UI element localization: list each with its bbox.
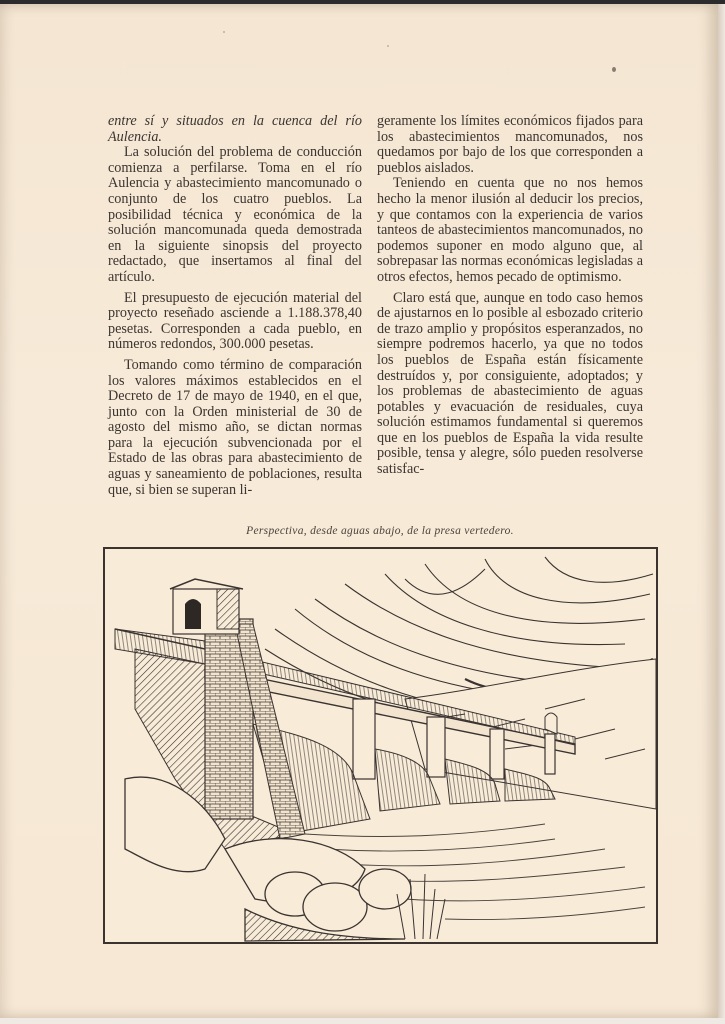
page-edge-shadow xyxy=(718,4,725,1018)
paper-speck xyxy=(223,31,225,33)
foreground-rocks xyxy=(125,777,411,941)
paragraph: La solución del problema de conducción comienza a perfilarse. Toma en el río Aulencia y abastecimiento mancomunado o conjunto de los cuatro pueblos. La posibilidad técnica y económica de la solución mancomunada queda demostrada en la siguiente sinopsis del proyecto redactado, que insertamos al final del artículo. xyxy=(108,144,362,285)
scan-bottom-border xyxy=(0,1018,725,1024)
dam-illustration xyxy=(103,547,658,944)
paragraph: Claro está que, aunque en todo caso hemos de ajustarnos en lo posible al esbozado criterio de trazo amplio y propósitos esperanzados, no siempre podremos hacerlo, ya que no todos los pueblos de España están físicamente destruídos y, por consiguiente, adoptados; y los problemas de abastecimiento de aguas potables y evacuación de residuales, cuya solución estimamos fundamental si queremos que en los pueblos de España la vida resulte posible, tensa y alegre, sólo pueden resolverse satisfac- xyxy=(377,289,643,478)
paragraph: entre sí y situados en la cuenca del río Aulencia. xyxy=(108,113,362,145)
figure-caption: Perspectiva, desde aguas abajo, de la presa vertedero. xyxy=(246,525,514,537)
paper-speck xyxy=(612,67,616,72)
text-column-left xyxy=(108,114,362,498)
paper-speck xyxy=(387,45,389,47)
paragraph: geramente los límites económicos fijados para los abastecimientos mancomunados, nos quedamos por bajo de los que corresponden a pueblos aislados. xyxy=(377,113,643,176)
text-column-right xyxy=(377,114,643,478)
paragraph: El presupuesto de ejecución material del proyecto reseñado asciende a 1.188.378,40 pesetas. Corresponden a cada pueblo, en números redondos, 300.000 pesetas. xyxy=(108,289,362,353)
paragraph: Teniendo en cuenta que no nos hemos hecho la menor ilusión al deducir los precios, y que contamos con la experiencia de varios tanteos de abastecimientos mancomunados, no podemos suponer en modo alguno que, al sobrepasar las normas económicas legisladas a otros efectos, hemos pecado de optimismo. xyxy=(377,175,643,285)
paragraph: Tomando como término de comparación los valores máximos establecidos en el Decreto de 17 de mayo de 1940, en el que, junto con la Orden ministerial de 30 de agosto del mismo año, se dictan normas para la ejecución subvencionada por el Estado de las obras para abastecimiento de aguas y saneamiento de poblaciones, resulta que, si bien se superan li- xyxy=(108,356,362,498)
